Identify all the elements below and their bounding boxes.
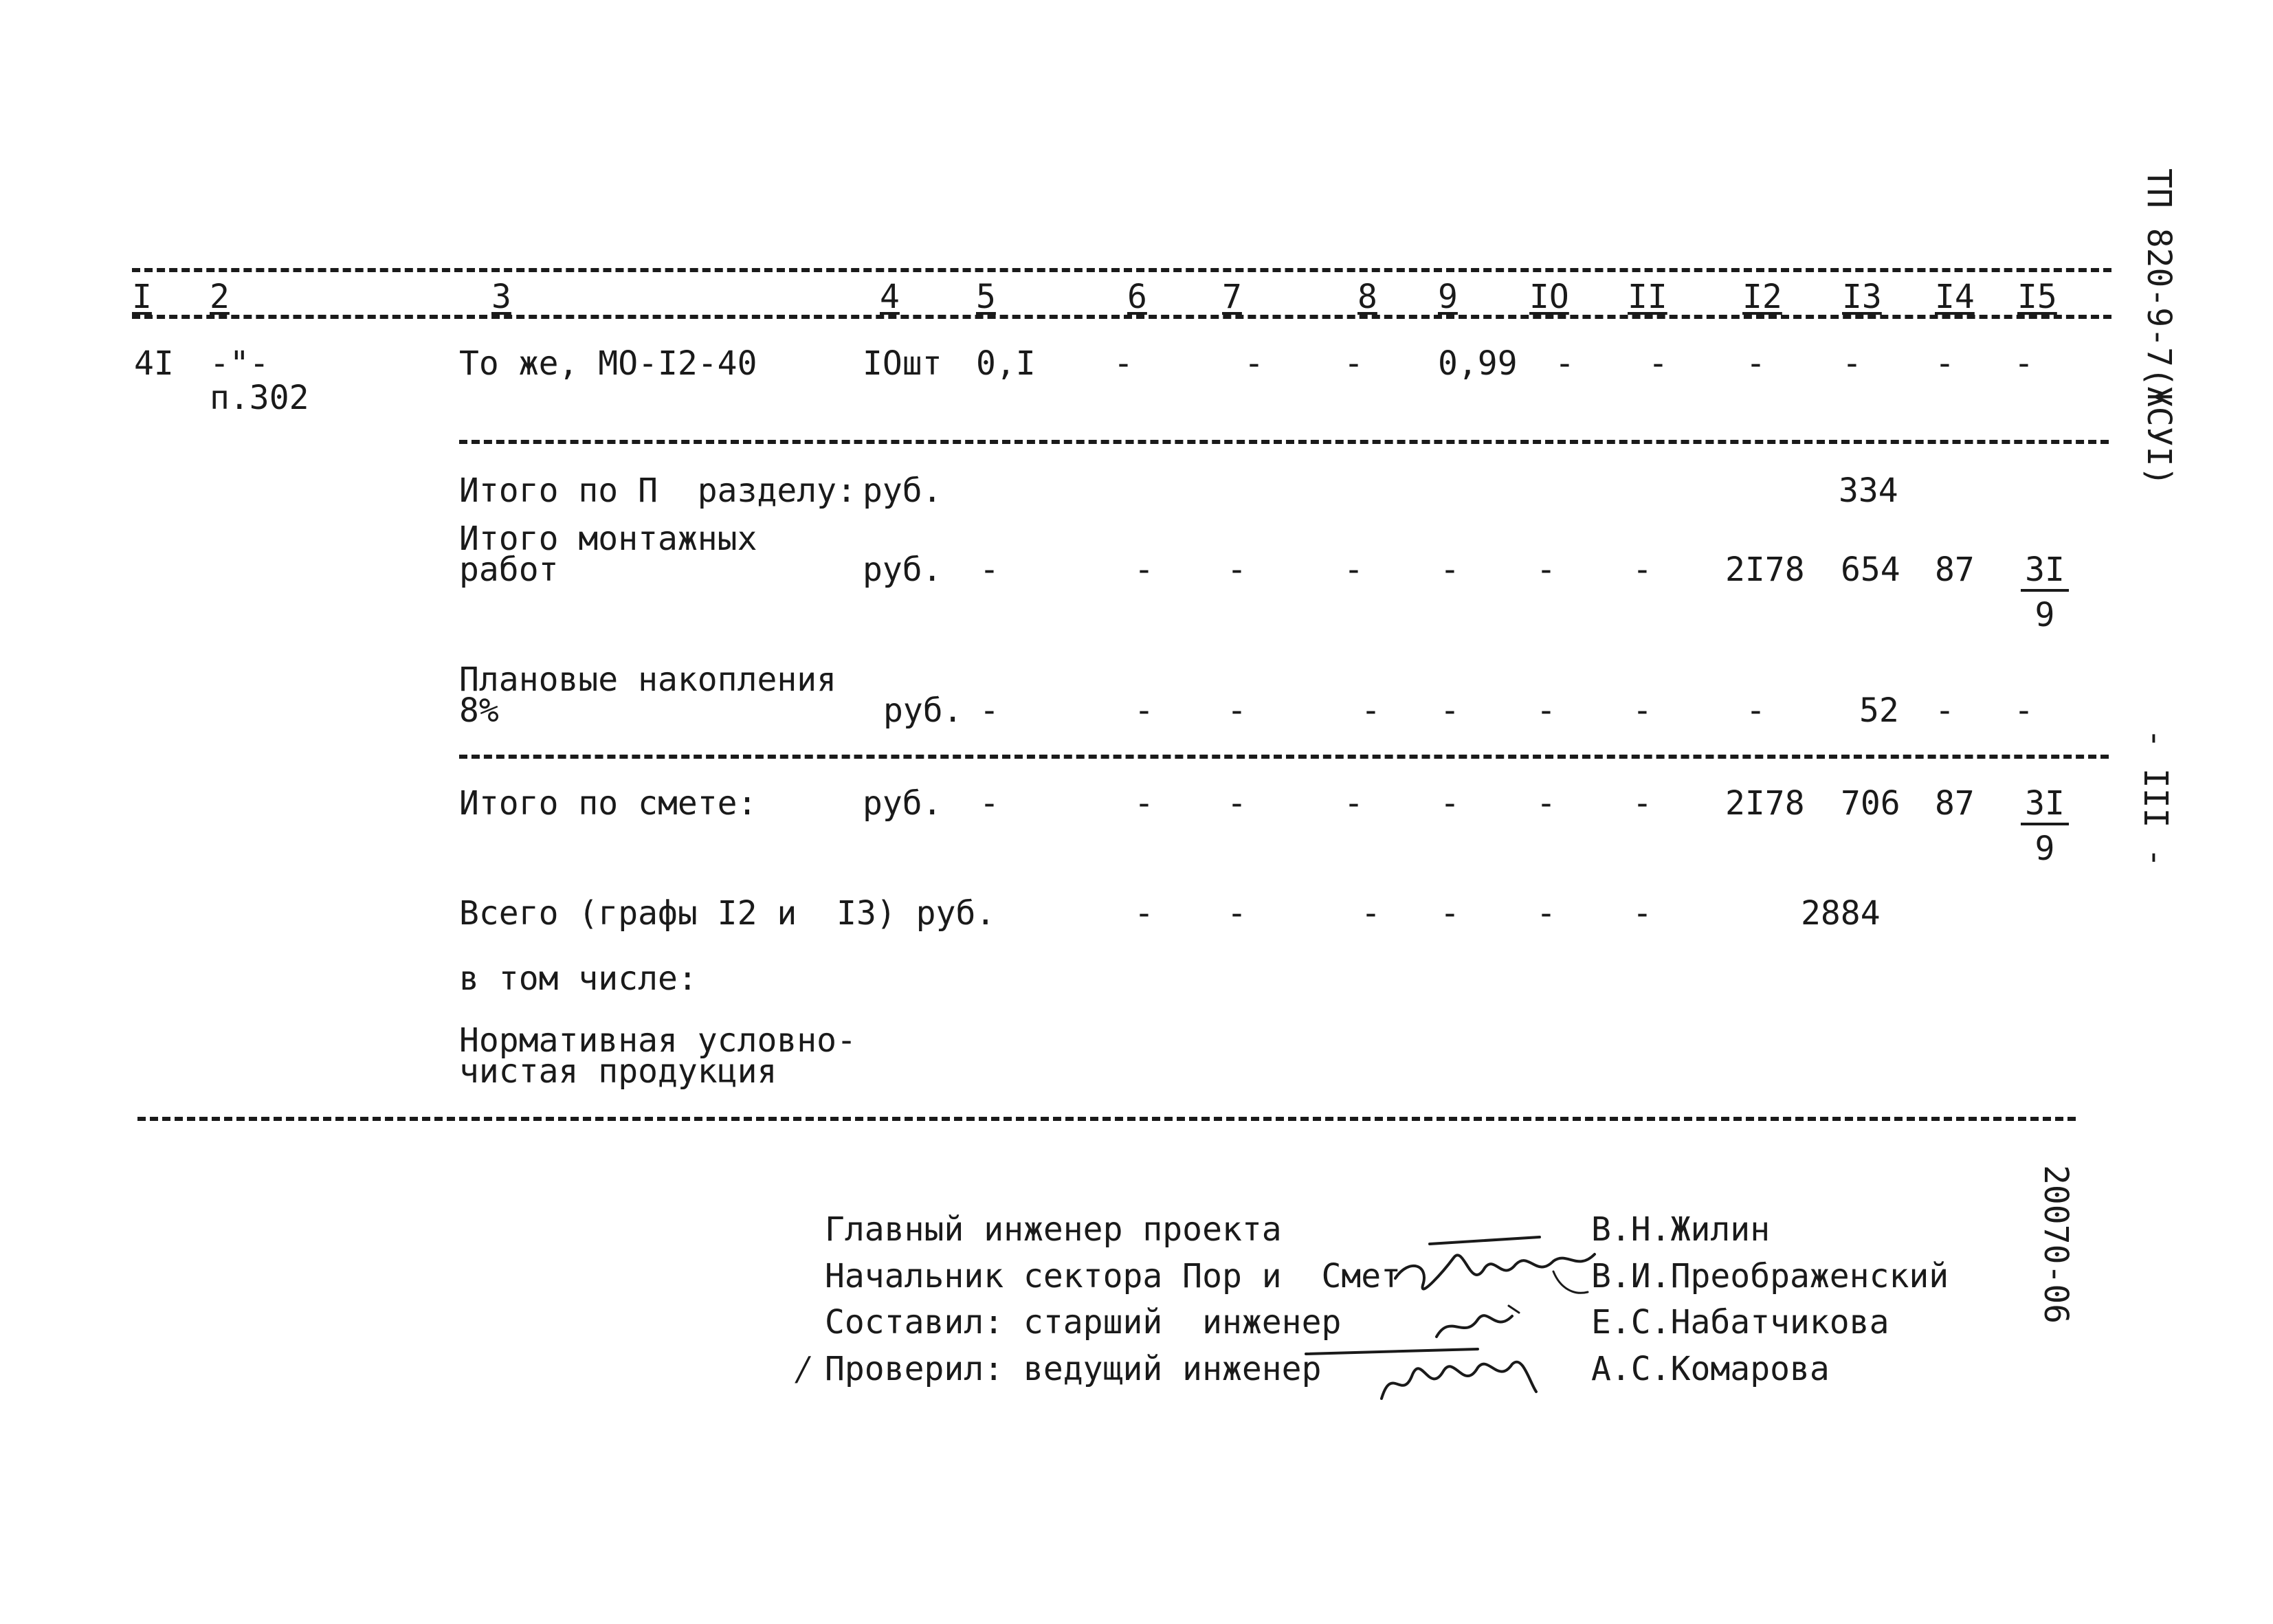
column-header-13: I3 bbox=[1842, 278, 1882, 316]
handwritten-signature-sector-head bbox=[1388, 1230, 1608, 1306]
total-estimate-unit: руб. bbox=[863, 784, 942, 823]
total-mounting-col10: - bbox=[1536, 550, 1556, 589]
column-header-3: 3 bbox=[491, 278, 511, 316]
row-col10: - bbox=[1555, 344, 1575, 383]
column-header-1: I bbox=[132, 278, 152, 316]
signer-role-chief-engineer: Главный инженер проекта bbox=[825, 1210, 1282, 1249]
row-col6: - bbox=[1113, 344, 1133, 383]
planned-col11: - bbox=[1632, 691, 1652, 730]
column-header-2: 2 bbox=[210, 278, 230, 316]
table-bottom-rule bbox=[137, 1117, 2076, 1121]
total-estimate-col7: - bbox=[1227, 784, 1247, 823]
grand-total-col7: - bbox=[1227, 894, 1247, 933]
column-header-8: 8 bbox=[1357, 278, 1377, 316]
total-estimate-col15-denominator: 9 bbox=[2034, 830, 2055, 868]
signer-role-compiler: Составил: старший инженер bbox=[825, 1303, 1342, 1342]
column-header-6: 6 bbox=[1127, 278, 1147, 316]
row-unit: IOшт bbox=[863, 344, 942, 383]
signer-name-compiler: Е.С.Набатчикова bbox=[1591, 1303, 1889, 1342]
signer-name-checker: А.С.Комарова bbox=[1591, 1350, 1830, 1388]
total-estimate-label: Итого по смете: bbox=[459, 784, 757, 823]
total-mounting-col15 bbox=[2021, 550, 2069, 634]
total-mounting-col14: 87 bbox=[1935, 550, 1975, 589]
total-section2-col13: 334 bbox=[1839, 471, 1898, 510]
column-header-4: 4 bbox=[880, 278, 900, 316]
total-section2-label: Итого по П разделу: bbox=[459, 471, 856, 510]
total-mounting-col13: 654 bbox=[1841, 550, 1900, 589]
total-estimate-col8: - bbox=[1344, 784, 1364, 823]
row-col12: - bbox=[1746, 344, 1766, 383]
row-col14: - bbox=[1935, 344, 1955, 383]
estimate-rule bbox=[459, 755, 2109, 759]
row-col8: - bbox=[1344, 344, 1364, 383]
row-col7: - bbox=[1244, 344, 1264, 383]
signer-name-chief-engineer: В.Н.Жилин bbox=[1591, 1210, 1771, 1249]
grand-total-value: 2884 bbox=[1801, 894, 1881, 933]
row-col11: - bbox=[1648, 344, 1668, 383]
page-number: - III - bbox=[2136, 728, 2175, 868]
including-label: в том числе: bbox=[459, 959, 698, 998]
total-estimate-col12: 2I78 bbox=[1725, 784, 1805, 823]
header-bottom-rule bbox=[132, 315, 2111, 319]
total-mounting-label-2: работ bbox=[459, 550, 559, 589]
total-estimate-col10: - bbox=[1536, 784, 1556, 823]
grand-total-col10: - bbox=[1536, 894, 1556, 933]
document-code-bottom: 20070-06 bbox=[2037, 1165, 2075, 1324]
total-estimate-col14: 87 bbox=[1935, 784, 1975, 823]
normative-product-label: Нормативная условно- bbox=[459, 1021, 856, 1060]
planned-col5: - bbox=[979, 691, 999, 730]
document-code-top: ТП 820-9-7(ЖСУI) bbox=[2140, 168, 2178, 487]
planned-col8: - bbox=[1361, 691, 1381, 730]
row-col15: - bbox=[2014, 344, 2034, 383]
total-estimate-col15-numerator: 3I bbox=[2021, 787, 2069, 825]
row-reference: -"- bbox=[210, 344, 269, 383]
total-estimate-col6: - bbox=[1134, 784, 1154, 823]
planned-unit: руб. bbox=[883, 691, 963, 730]
total-estimate-col11: - bbox=[1632, 784, 1652, 823]
total-mounting-col9: - bbox=[1440, 550, 1460, 589]
planned-col7: - bbox=[1227, 691, 1247, 730]
grand-total-col9: - bbox=[1440, 894, 1460, 933]
table-top-rule bbox=[132, 268, 2111, 272]
column-header-7: 7 bbox=[1222, 278, 1242, 316]
total-mounting-label: Итого монтажных bbox=[459, 520, 757, 558]
total-mounting-col12: 2I78 bbox=[1725, 550, 1805, 589]
row-col9: 0,99 bbox=[1438, 344, 1518, 383]
planned-col10: - bbox=[1536, 691, 1556, 730]
grand-total-col6: - bbox=[1134, 894, 1154, 933]
planned-col12: - bbox=[1746, 691, 1766, 730]
signer-role-sector-head: Начальник сектора Пор и Смет bbox=[825, 1257, 1401, 1295]
check-mark: / bbox=[797, 1350, 809, 1388]
total-estimate-col9: - bbox=[1440, 784, 1460, 823]
planned-col13: 52 bbox=[1859, 691, 1899, 730]
column-header-9: 9 bbox=[1438, 278, 1458, 316]
row-number: 4I bbox=[134, 344, 174, 383]
grand-total-col8: - bbox=[1361, 894, 1381, 933]
handwritten-signature-checker bbox=[1299, 1337, 1560, 1412]
total-estimate-col15 bbox=[2021, 784, 2069, 868]
row-description: То же, МО-I2-40 bbox=[459, 344, 757, 383]
total-mounting-col11: - bbox=[1632, 550, 1652, 589]
normative-product-label-2: чистая продукция bbox=[459, 1052, 777, 1091]
planned-col9: - bbox=[1440, 691, 1460, 730]
signer-name-sector-head: В.И.Преображенский bbox=[1591, 1257, 1949, 1295]
planned-col14: - bbox=[1935, 691, 1955, 730]
column-header-11: II bbox=[1628, 278, 1667, 316]
planned-col6: - bbox=[1134, 691, 1154, 730]
grand-total-col11: - bbox=[1632, 894, 1652, 933]
column-header-15: I5 bbox=[2017, 278, 2057, 316]
row-reference-item: п.302 bbox=[210, 379, 309, 417]
column-header-10: IO bbox=[1529, 278, 1569, 316]
signer-role-checker: Проверил: ведущий инженер bbox=[825, 1350, 1322, 1388]
grand-total-label: Всего (графы I2 и I3) руб. bbox=[459, 894, 996, 933]
total-mounting-col15-numerator: 3I bbox=[2021, 553, 2069, 592]
total-section2-unit: руб. bbox=[863, 471, 942, 510]
column-header-5: 5 bbox=[976, 278, 996, 316]
total-mounting-unit: руб. bbox=[863, 550, 942, 589]
total-mounting-col7: - bbox=[1227, 550, 1247, 589]
row-quantity: 0,I bbox=[976, 344, 1036, 383]
total-estimate-col13: 706 bbox=[1841, 784, 1900, 823]
total-estimate-col5: - bbox=[979, 784, 999, 823]
planned-label: Плановые накопления bbox=[459, 660, 837, 699]
planned-percent: 8% bbox=[459, 691, 499, 730]
column-header-12: I2 bbox=[1742, 278, 1782, 316]
total-mounting-col15-denominator: 9 bbox=[2034, 596, 2055, 634]
total-mounting-col8: - bbox=[1344, 550, 1364, 589]
column-header-14: I4 bbox=[1935, 278, 1975, 316]
total-mounting-col5: - bbox=[979, 550, 999, 589]
total-mounting-col6: - bbox=[1134, 550, 1154, 589]
row-col13: - bbox=[1842, 344, 1862, 383]
section-rule bbox=[459, 440, 2109, 444]
planned-col15: - bbox=[2014, 691, 2034, 730]
